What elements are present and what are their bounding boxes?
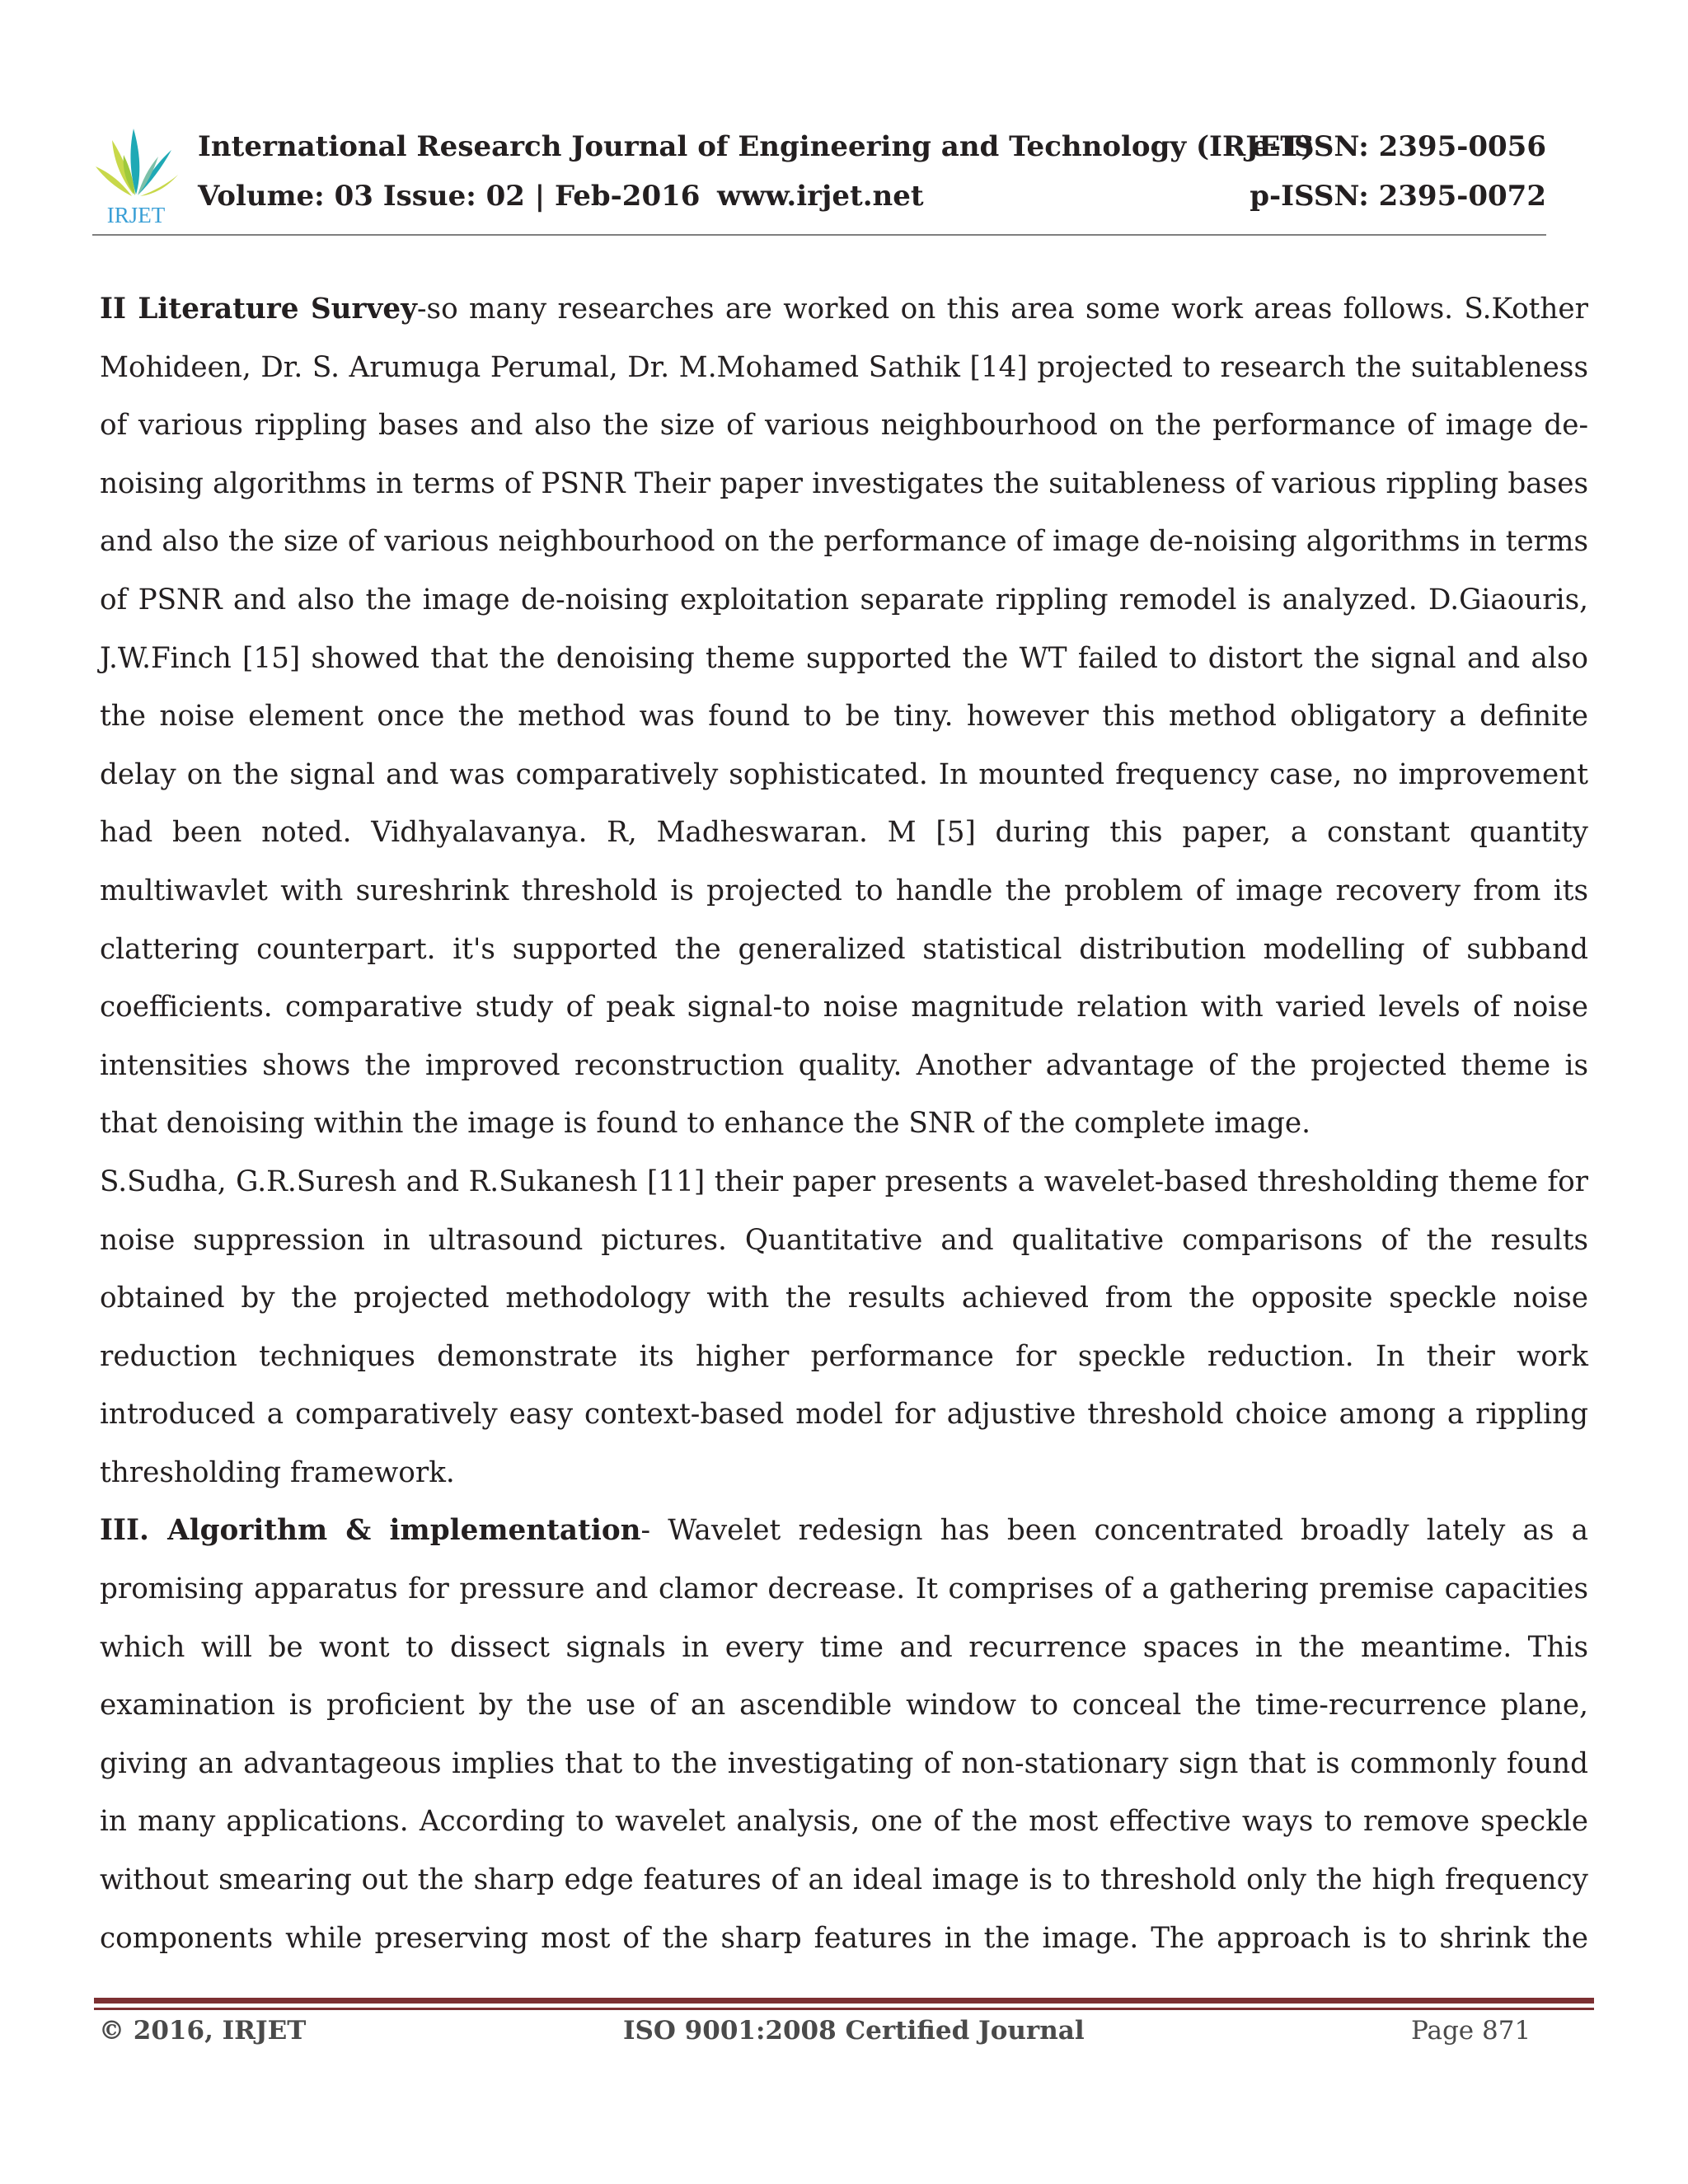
header-row-2 bbox=[198, 180, 1546, 221]
p-issn: p-ISSN: 2395-0072 bbox=[1250, 180, 1546, 213]
section-heading-literature-survey: II Literature Survey bbox=[100, 293, 417, 326]
header-row-1 bbox=[198, 130, 1546, 171]
e-issn: e-ISSN: 2395-0056 bbox=[1251, 130, 1546, 163]
article-body bbox=[100, 280, 1588, 1967]
logo-text: IRJET bbox=[106, 203, 166, 227]
footer-rule-thin bbox=[94, 2008, 1594, 2010]
footer-certification: ISO 9001:2008 Certified Journal bbox=[623, 2016, 1085, 2046]
paragraph-text: S.Sudha, G.R.Suresh and R.Sukanesh [11] their paper presents a wavelet-based thresholding theme for noise suppression in ultrasound pictures. Quantitative and qualitative comparisons of the results obtained by the projected methodology with the results achieved from the opposite speckle noise reduction techniques demonstrate its higher performance for speckle reduction. In their work introduced a comparatively easy context-based model for adjustive threshold choice among a rippling thresholding framework. bbox=[100, 1165, 1588, 1489]
irjet-logo-icon bbox=[92, 119, 180, 227]
footer-copyright: © 2016, IRJET bbox=[99, 2016, 307, 2046]
page-header bbox=[92, 115, 1551, 239]
header-divider bbox=[92, 234, 1546, 236]
section-heading-algorithm: III. Algorithm & implementation bbox=[100, 1514, 641, 1548]
sudha-paragraph bbox=[100, 1153, 1588, 1502]
paragraph-text: -so many researches are worked on this area some work areas follows. S.Kother Mohideen, Dr. S. Arumuga Perumal, Dr. M.Mohamed Sathik [14] projected to research the suitableness of various rippling bases and also the size of various neighbourhood on the performance of image de-noising algorithms in terms of PSNR Their paper investigates the suitableness of various rippling bases and also the size of various neighbourhood on the performance of image de-noising algorithms in terms of PSNR and also the image de-noising exploitation separate rippling remodel is analyzed. D.Giaouris, J.W.Finch [15] showed that the denoising theme supported the WT failed to distort the signal and also the noise element once the method was found to be tiny. however this method obligatory a definite delay on the signal and was comparatively sophisticated. In mounted frequency case, no improvement had been noted. Vidhyalavanya. R, Madheswaran. M [5] during this paper, a constant quantity multiwavlet with sureshrink threshold is projected to handle the problem of image recovery from its clattering counterpart. it's supported the generalized statistical distribution modelling of subband coefficients. comparative study of peak signal-to noise magnitude relation with varied levels of noise intensities shows the improved reconstruction quality. Another advantage of the projected theme is that denoising within the image is found to enhance the SNR of the complete image. bbox=[100, 293, 1588, 1141]
paragraph-text: - Wavelet redesign has been concentrated broadly lately as a promising apparatus for pressure and clamor decrease. It comprises of a gathering premise capacities which will be wont to dissect signals in every time and recurrence spaces in the meantime. This examination is proficient by the use of an ascendible window to conceal the time-recurrence plane, giving an advantageous implies that to the investigating of non-stationary sign that is commonly found in many applications. According to wavelet analysis, one of the most effective ways to remove speckle without smearing out the sharp edge features of an ideal image is to threshold only the high frequency components while preserving most of the sharp features in the image. The approach is to shrink the bbox=[100, 1514, 1588, 1955]
footer-rule-thick bbox=[94, 1998, 1594, 2004]
page-number: Page 871 bbox=[1411, 2016, 1531, 2046]
algorithm-paragraph bbox=[100, 1502, 1588, 1967]
volume-issue: Volume: 03 Issue: 02 | Feb-2016 bbox=[198, 180, 701, 213]
journal-title: International Research Journal of Engineering and Technology (IRJET) bbox=[198, 130, 1315, 163]
website-link[interactable]: www.irjet.net bbox=[717, 180, 924, 213]
literature-survey-paragraph bbox=[100, 280, 1588, 1153]
